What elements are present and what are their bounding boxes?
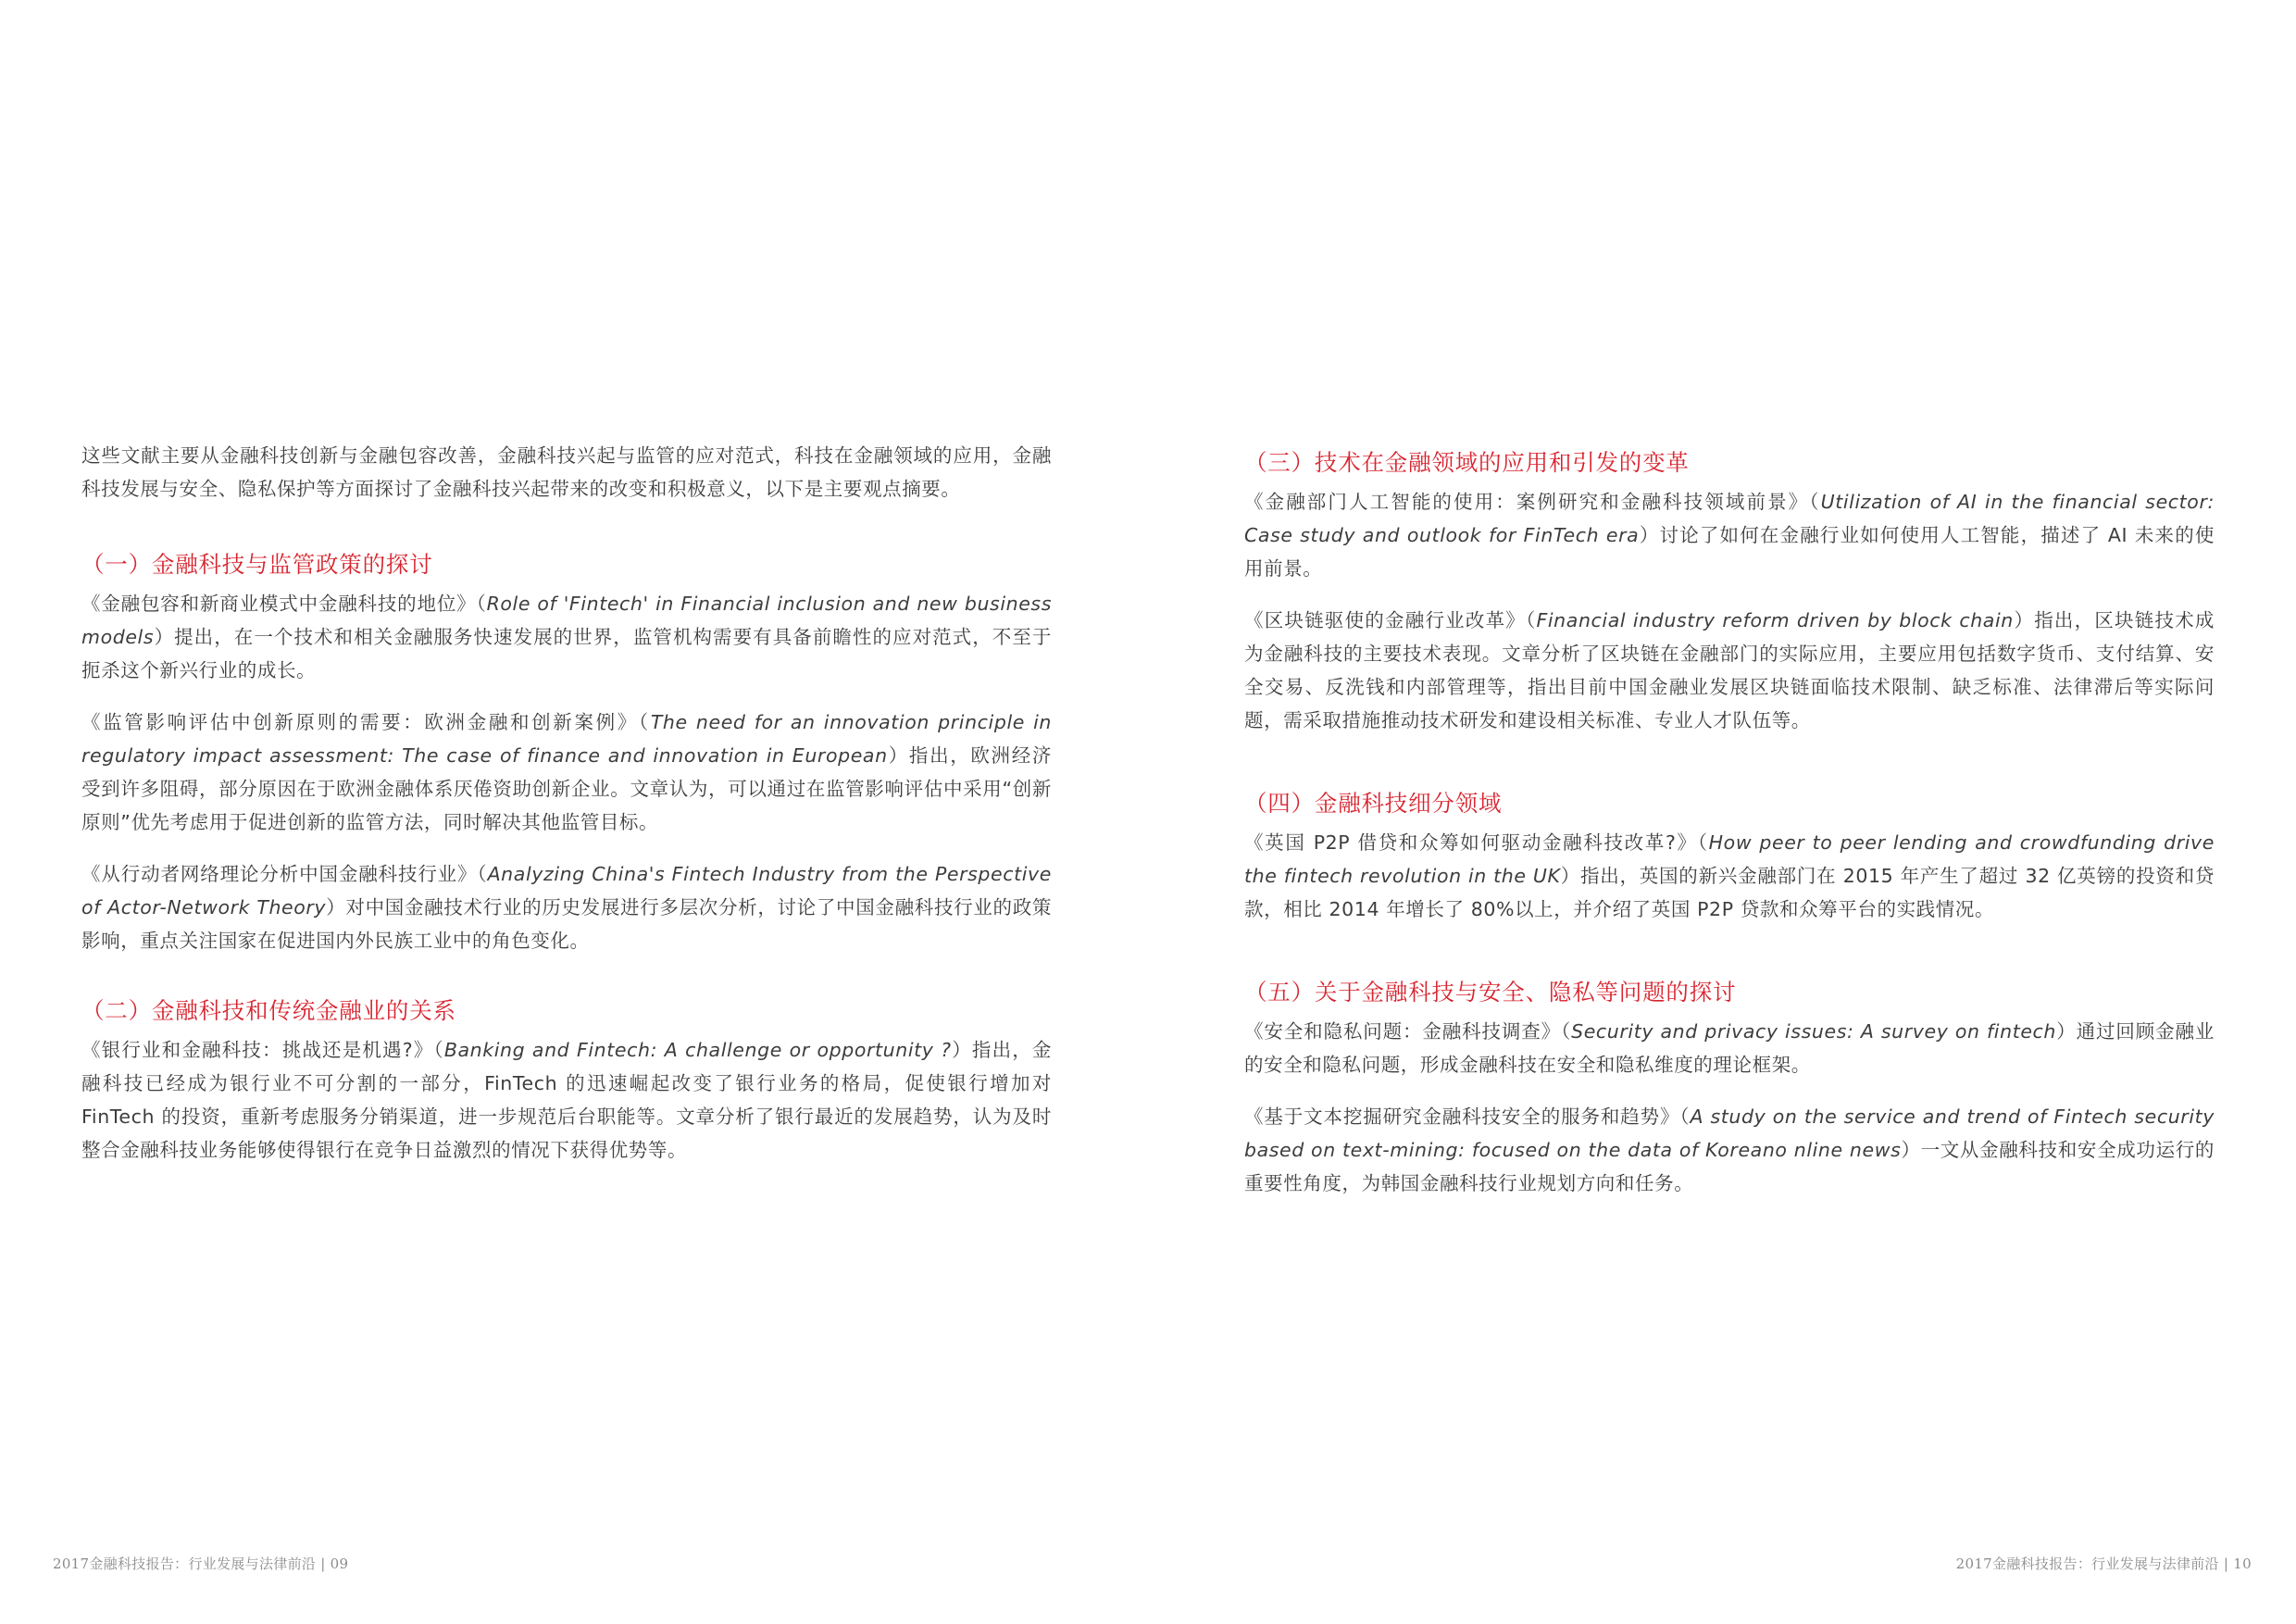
reference-cn-title: 《安全和隐私问题：金融科技调查》（ <box>1244 1020 1572 1043</box>
reference-entry <box>1244 1015 2215 1081</box>
reference-entry <box>1244 826 2215 926</box>
right-column <box>1244 446 2215 1250</box>
section-title: （五）关于金融科技与安全、隐私等问题的探讨 <box>1244 979 1737 1006</box>
reference-en-title: Utilization of AI in the financial sector: Case study and outlook for FinTech era <box>1244 491 2215 546</box>
section-2 <box>81 994 1052 1167</box>
section-title: （四）金融科技细分领域 <box>1244 790 1503 817</box>
reference-cn-title: 《英国 P2P 借贷和众筹如何驱动金融科技改革?》（ <box>1244 831 1709 854</box>
reference-en-title: Financial industry reform driven by block chain <box>1536 609 2014 631</box>
reference-body: ）指出，金融科技已经成为银行业不可分割的一部分，FinTech 的迅速崛起改变了银行业务的格局，促使银行增加对 FinTech 的投资，重新考虑服务分销渠道，进一步规范后台职能等。文章分析了银行最近的发展趋势，认为及时整合金融科技业务能够使得银行在竞争日益激烈的情况下获得优势等。 <box>81 1039 1053 1161</box>
reference-entry <box>1244 485 2215 585</box>
reference-en-title: Role of 'Fintech' in Financial inclusion and new business models <box>81 593 1052 648</box>
reference-en-title: Security and privacy issues: A survey on fintech <box>1571 1020 2057 1043</box>
reference-en-title: Banking and Fintech: A challenge or opportunity ? <box>443 1039 952 1061</box>
reference-body: ）指出，区块链技术成为金融科技的主要技术表现。文章分析了区块链在金融部门的实际应用，主要应用包括数字货币、支付结算、安全交易、反洗钱和内部管理等，指出目前中国金融业发展区块链面临技术限制、缺乏标准、法律滞后等实际问题，需采取措施推动技术研发和建设相关标准、专业人才队伍等。 <box>1244 609 2215 731</box>
reference-body: ）对中国金融技术行业的历史发展进行多层次分析，讨论了中国金融科技行业的政策影响，重点关注国家在促进国内外民族工业中的角色变化。 <box>81 896 1052 952</box>
left-column <box>81 439 1052 1204</box>
reference-body: ）指出，英国的新兴金融部门在 2015 年产生了超过 32 亿英镑的投资和贷款，相比 2014 年增长了 80%以上，并介绍了英国 P2P 贷款和众筹平台的实践情况。 <box>1244 865 2215 920</box>
reference-cn-title: 《从行动者网络理论分析中国金融科技行业》（ <box>81 863 488 885</box>
reference-body: ）一文从金融科技和安全成功运行的重要性角度，为韩国金融科技行业规划方向和任务。 <box>1244 1139 2215 1194</box>
reference-en-title: The need for an innovation principle in regulatory impact assessment: The case of finance and innovation in European <box>81 711 1053 767</box>
section-title: （二）金融科技和传统金融业的关系 <box>81 997 456 1024</box>
reference-body: ）指出，欧洲经济受到许多阻碍，部分原因在于欧洲金融体系厌倦资助创新企业。文章认为，可以通过在监管影响评估中采用“创新原则”优先考虑用于促进创新的监管方法，同时解决其他监管目标。 <box>81 744 1052 833</box>
reference-cn-title: 《区块链驱使的金融行业改革》（ <box>1244 609 1537 631</box>
reference-entry <box>1244 1100 2215 1200</box>
reference-en-title: A study on the service and trend of Fintech security based on text-mining: focused on the data of Koreano nline news <box>1244 1106 2215 1161</box>
reference-cn-title: 《银行业和金融科技：挑战还是机遇?》（ <box>81 1039 444 1061</box>
section-5 <box>1244 976 2215 1200</box>
reference-en-title: Analyzing China's Fintech Industry from the Perspective of Actor-Network Theory <box>81 863 1053 918</box>
intro-paragraph: 这些文献主要从金融科技创新与金融包容改善，金融科技兴起与监管的应对范式，科技在金融领域的应用，金融科技发展与安全、隐私保护等方面探讨了金融科技兴起带来的改变和积极意义，以下是主要观点摘要。 <box>81 444 1052 500</box>
reference-body: ）提出，在一个技术和相关金融服务快速发展的世界，监管机构需要有具备前瞻性的应对范式，不至于扼杀这个新兴行业的成长。 <box>81 626 1052 681</box>
section-1 <box>81 548 1052 957</box>
section-title: （三）技术在金融领域的应用和引发的变革 <box>1244 449 1690 476</box>
right-page <box>1148 0 2296 1624</box>
reference-entry <box>81 706 1052 839</box>
reference-cn-title: 《金融部门人工智能的使用：案例研究和金融科技领域前景》（ <box>1244 491 1821 513</box>
section-4 <box>1244 787 2215 926</box>
page-footer: 2017金融科技报告：行业发展与法律前沿 | 09 <box>53 1555 349 1572</box>
reference-en-title: How peer to peer lending and crowdfunding drive the fintech revolution in the UK <box>1244 831 2215 887</box>
reference-entry <box>81 1033 1052 1167</box>
reference-cn-title: 《基于文本挖掘研究金融科技安全的服务和趋势》（ <box>1244 1106 1691 1128</box>
page-footer: 2017金融科技报告：行业发展与法律前沿 | 10 <box>1955 1555 2252 1572</box>
reference-entry <box>1244 604 2215 737</box>
reference-entry <box>81 857 1052 957</box>
reference-entry <box>81 587 1052 687</box>
section-3 <box>1244 446 2215 737</box>
reference-body: ）讨论了如何在金融行业如何使用人工智能，描述了 AI 未来的使用前景。 <box>1244 524 2215 580</box>
reference-cn-title: 《监管影响评估中创新原则的需要：欧洲金融和创新案例》（ <box>81 711 651 733</box>
reference-body: ）通过回顾金融业的安全和隐私问题，形成金融科技在安全和隐私维度的理论框架。 <box>1244 1020 2215 1076</box>
section-title: （一）金融科技与监管政策的探讨 <box>81 551 433 578</box>
reference-cn-title: 《金融包容和新商业模式中金融科技的地位》（ <box>81 593 487 615</box>
